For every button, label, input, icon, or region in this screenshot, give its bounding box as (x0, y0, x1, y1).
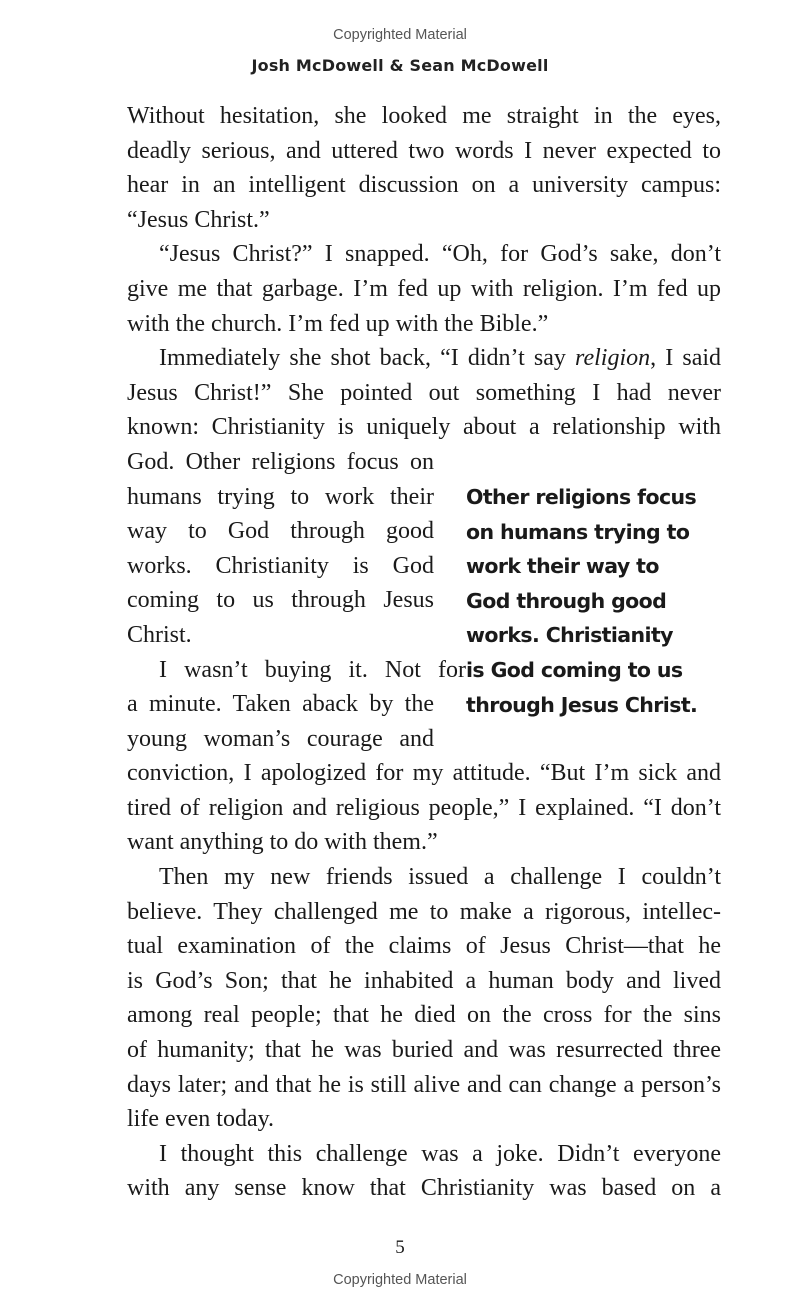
text-line: humans trying to work their (127, 483, 434, 510)
text-line: give me that garbage. I’m fed up with religion. I’m fed up (127, 275, 721, 302)
text-line: way to God through good (127, 518, 434, 545)
pull-quote-line: work their way to (466, 554, 659, 579)
text-line: hear in an intelligent discussion on a university campus: (127, 172, 721, 199)
text-segment: , I said (650, 345, 722, 372)
text-line: coming to us through Jesus (127, 587, 434, 614)
text-line: life even today. (127, 1106, 275, 1133)
text-line: known: Christianity is uniquely about a relationship with (127, 414, 721, 441)
text-line (127, 341, 721, 376)
text-line: tired of religion and religious people,” I explained. “I don’t (127, 794, 721, 821)
pull-quote-line: works. Christianity (466, 623, 673, 648)
text-line: want anything to do with them.” (127, 829, 438, 856)
text-line: young woman’s courage and (127, 725, 434, 752)
paragraph (127, 860, 721, 1137)
copyright-watermark-bottom: Copyrighted Material (333, 1272, 467, 1288)
paragraph (127, 99, 721, 237)
emphasis: religion (575, 345, 651, 372)
text-segment: Immediately she shot back, “I didn’t say (159, 345, 575, 372)
text-line: deadly serious, and uttered two words I never expected to (127, 137, 721, 164)
pull-quote-line: God through good (466, 588, 667, 613)
text-line: Without hesitation, she looked me straight in the eyes, (127, 103, 721, 129)
text-line: believe. They challenged me to make a rigorous, intellec- (127, 898, 721, 925)
text-line: I wasn’t buying it. Not for (159, 656, 466, 683)
text-line: tual examination of the claims of Jesus Christ—that he (127, 933, 721, 960)
page-number: 5 (395, 1237, 405, 1258)
paragraph (127, 237, 721, 341)
text-line: I thought this challenge was a joke. Didn’t everyone (159, 1140, 721, 1167)
pull-quote-line: through Jesus Christ. (466, 692, 698, 717)
text-line: “Jesus Christ?” I snapped. “Oh, for God’s sake, don’t (159, 241, 721, 268)
text-line: Christ. (127, 621, 192, 648)
text-line: works. Christianity is God (127, 552, 434, 579)
text-line: is God’s Son; that he inhabited a human body and lived (127, 967, 721, 994)
pull-quote (466, 480, 697, 722)
running-head: Josh McDowell & Sean McDowell (251, 56, 549, 75)
text-line: of humanity; that he was buried and was resurrected three (127, 1037, 721, 1064)
pull-quote-line: is God coming to us (466, 657, 683, 682)
text-line: Then my new friends issued a challenge I couldn’t (159, 864, 721, 891)
paragraph (127, 1137, 721, 1206)
text-line: God. Other religions focus on (127, 448, 434, 475)
text-line: with any sense know that Christianity was based on a (127, 1175, 721, 1202)
text-line: Jesus Christ!” She pointed out something I had never (127, 379, 721, 406)
text-line: conviction, I apologized for my attitude. “But I’m sick and (127, 760, 721, 787)
copyright-watermark-top: Copyrighted Material (333, 27, 467, 43)
text-line: among real people; that he died on the cross for the sins (127, 1002, 721, 1029)
text-line: with the church. I’m fed up with the Bible.” (127, 310, 549, 337)
text-line: a minute. Taken aback by the (127, 691, 434, 718)
text-line: “Jesus Christ.” (127, 206, 270, 233)
pull-quote-line: Other religions focus (466, 485, 697, 509)
pull-quote-line: on humans trying to (466, 519, 690, 544)
text-line: days later; and that he is still alive and can change a person’s (127, 1071, 721, 1098)
